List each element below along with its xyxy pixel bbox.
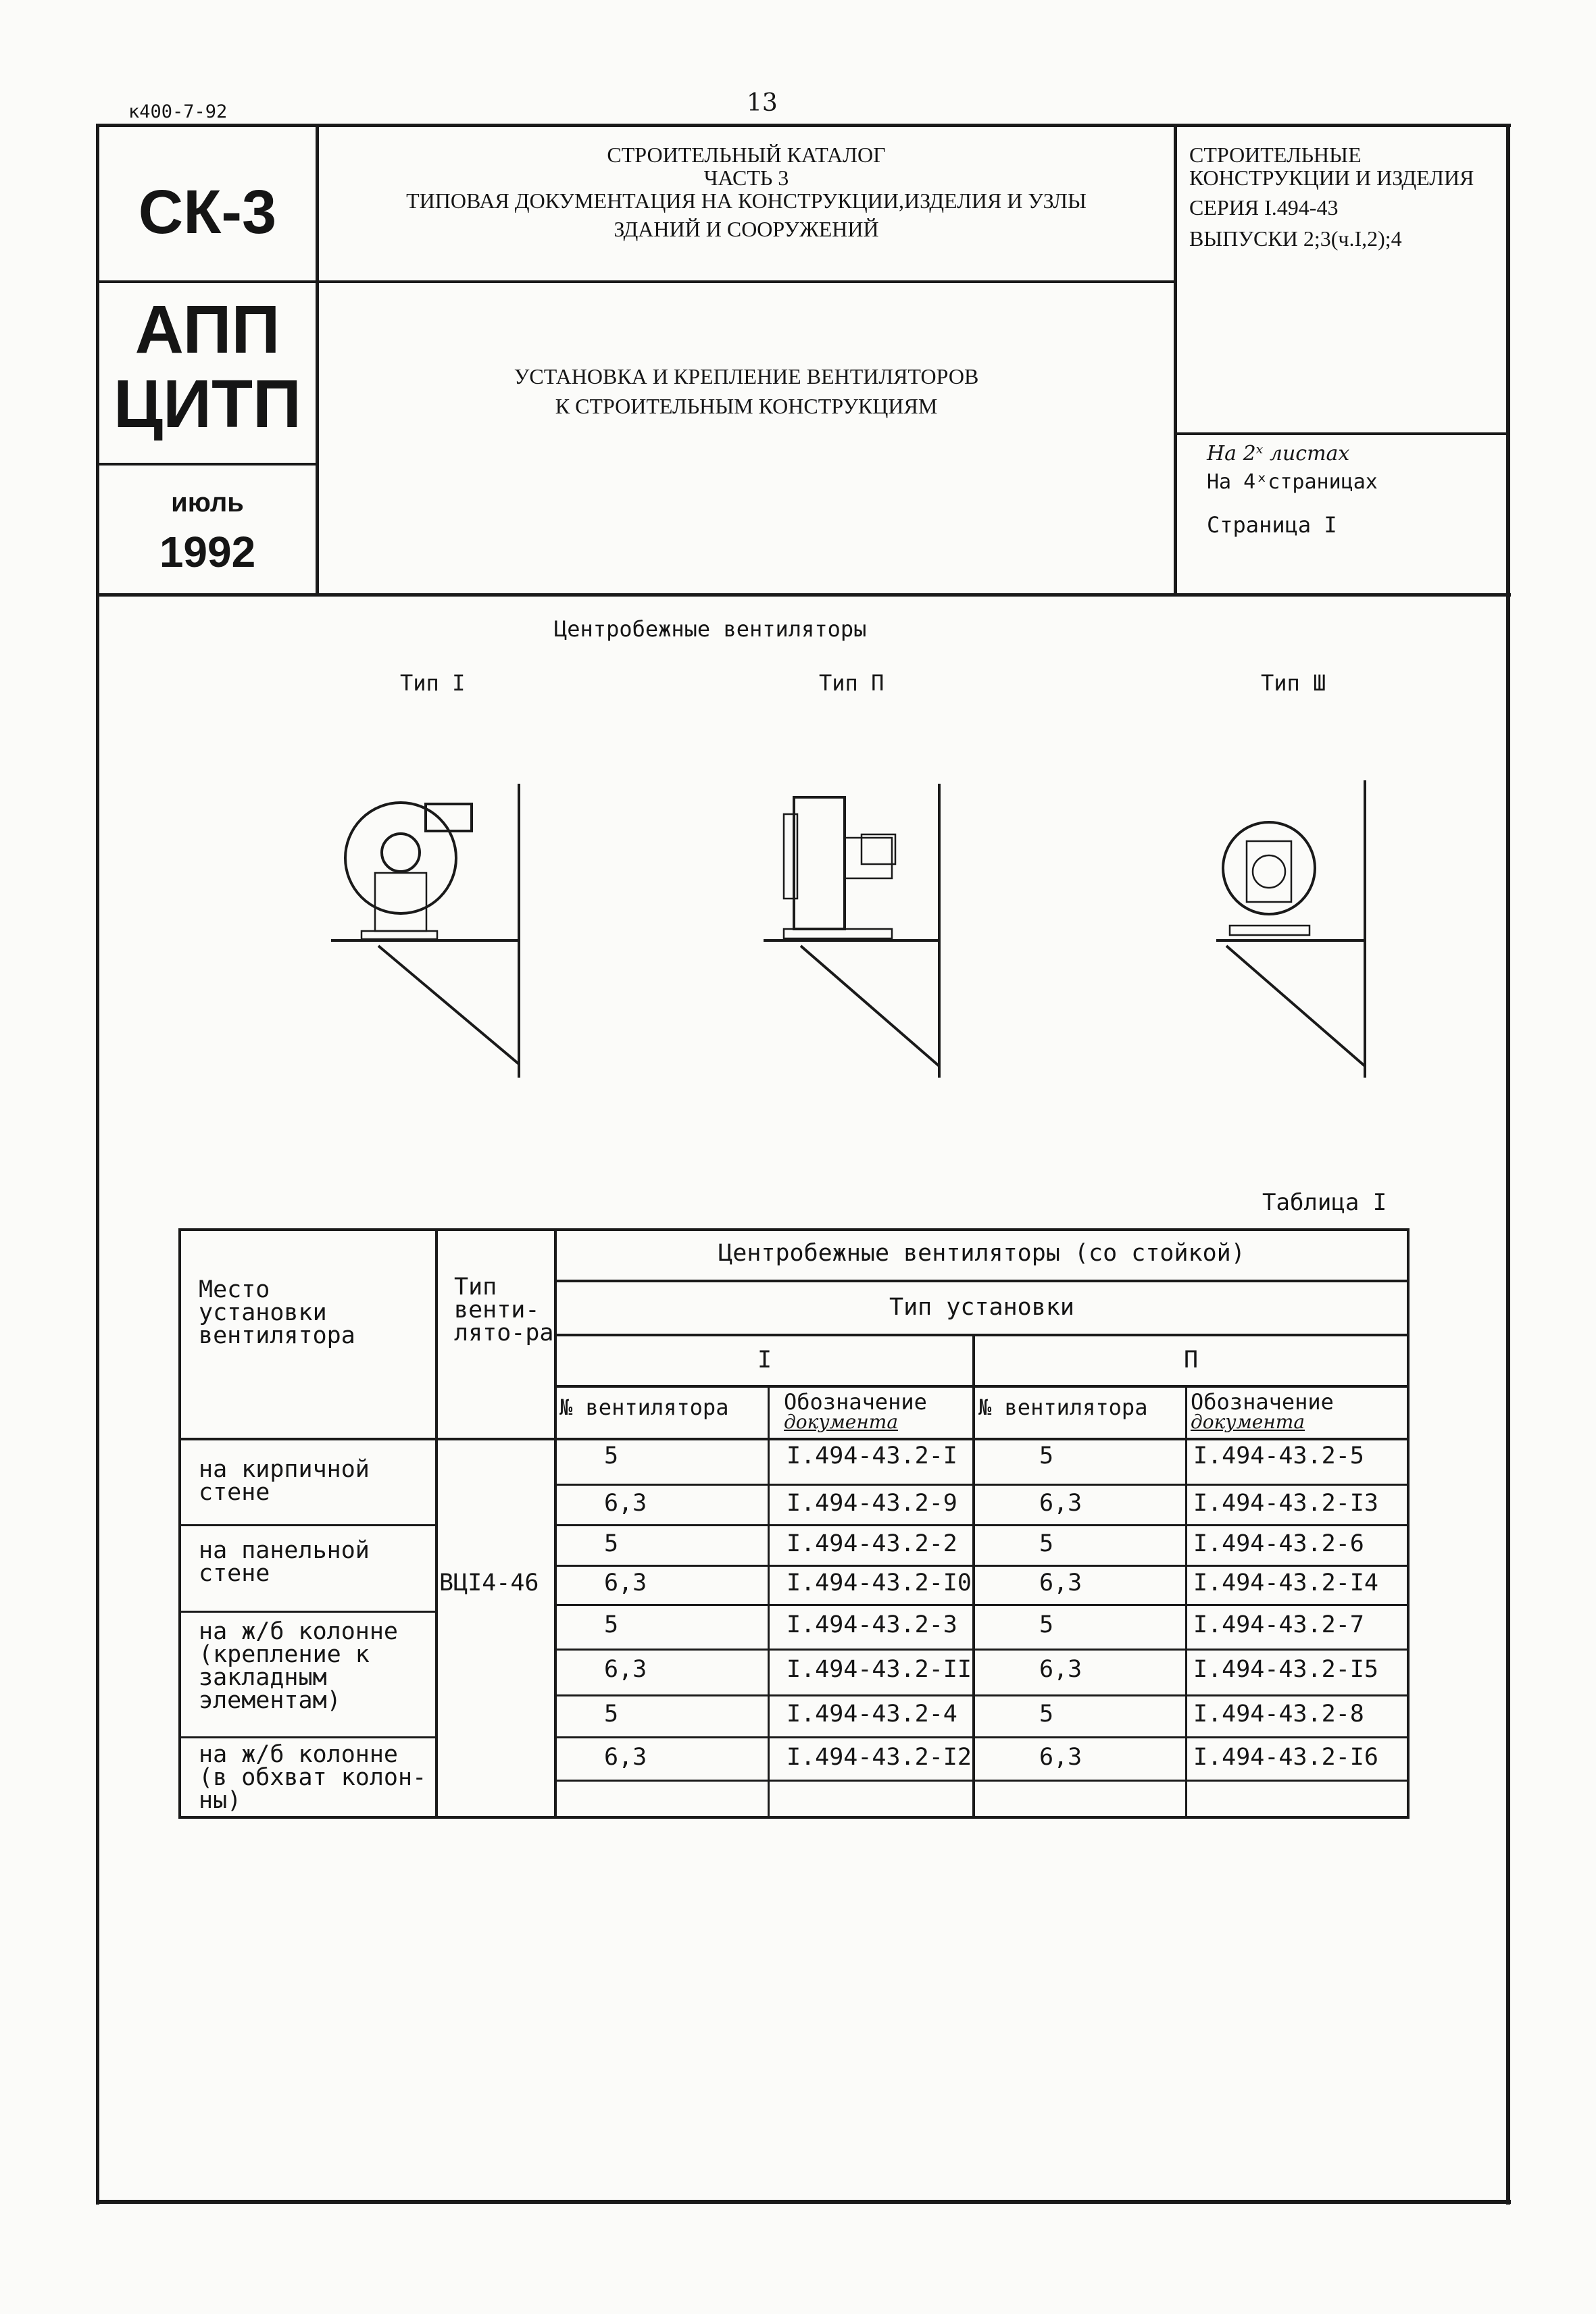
fan-number: 6,3	[1039, 1744, 1082, 1771]
page-number: 13	[747, 89, 778, 117]
document-title: УСТАНОВКА И КРЕПЛЕНИЕ ВЕНТИЛЯТОРОВ К СТРОИТЕЛЬНЫМ КОНСТРУКЦИЯМ	[514, 364, 979, 418]
table-row	[178, 1658, 1410, 1692]
page-label: Страница I	[1207, 512, 1337, 538]
document-code: I.494-43.2-I	[787, 1442, 957, 1469]
document-code: I.494-43.2-6	[1193, 1530, 1364, 1557]
place-column-wrap: на ж/б колонне (в обхват колон-ны)	[199, 1741, 427, 1814]
document-code: I.494-43.2-I0	[787, 1569, 972, 1596]
fan-number: 5	[1039, 1530, 1054, 1557]
stamp-org-sk3: СК-3	[138, 178, 277, 247]
fan-number: 6,3	[604, 1744, 647, 1771]
document-code: I.494-43.2-9	[787, 1490, 957, 1517]
fan-number: 6,3	[1039, 1490, 1082, 1517]
table-row	[178, 1703, 1410, 1736]
document-code: I.494-43.2-7	[1193, 1611, 1364, 1638]
fan-number: 6,3	[604, 1569, 647, 1596]
fan-type-1-label: Тип I	[400, 670, 466, 696]
place-brick-wall: на кирпичной стене	[199, 1456, 370, 1506]
document-code: I.494-43.2-4	[787, 1701, 957, 1728]
col-head-place: Место установки вентилятора	[199, 1276, 355, 1349]
fan-number: 5	[1039, 1611, 1054, 1638]
table-row	[178, 1746, 1410, 1780]
fan-number: 5	[1039, 1442, 1054, 1469]
stamp-year: 1992	[159, 528, 256, 576]
fan-number: 5	[604, 1442, 619, 1469]
fan-type-2-label: Тип П	[819, 670, 884, 696]
col-head-doc-1: Обозначение документа	[784, 1389, 927, 1433]
fan-number: 5	[604, 1611, 619, 1638]
fan-number: 6,3	[604, 1490, 647, 1517]
document-code: I.494-43.2-5	[1193, 1442, 1364, 1469]
place-panel-wall: на панельной стене	[199, 1537, 370, 1587]
table-row	[178, 1492, 1410, 1530]
fan-type-1-drawing	[331, 784, 519, 1078]
table-caption: Таблица I	[1262, 1189, 1387, 1216]
fan-type-3-drawing	[1216, 780, 1365, 1078]
fan-type-value: ВЦI4-46	[439, 1569, 539, 1596]
document-code: к400-7-92	[128, 101, 228, 122]
fan-type-3-label: Тип Ш	[1261, 670, 1326, 696]
stamp-org-citp: ЦИТП	[114, 366, 301, 442]
col-head-num-1: № вентилятора	[559, 1394, 729, 1420]
col-head-install-type: Тип установки	[889, 1294, 1074, 1321]
fan-drawings	[0, 0, 1596, 1149]
table-row	[178, 1444, 1410, 1482]
col-head-install-I: I	[757, 1347, 772, 1374]
table-row	[178, 1571, 1410, 1605]
catalog-title: СТРОИТЕЛЬНЫЙ КАТАЛОГ ЧАСТЬ 3 ТИПОВАЯ ДОКУМЕНТАЦИЯ НА КОНСТРУКЦИИ,ИЗДЕЛИЯ И УЗЛЫ ЗДАНИЙ И СООРУЖЕНИЙ	[406, 143, 1087, 241]
series-info: СТРОИТЕЛЬНЫЕ КОНСТРУКЦИИ И ИЗДЕЛИЯ СЕРИЯ I.494-43 ВЫПУСКИ 2;3(ч.I,2);4	[1189, 143, 1474, 251]
document-code: I.494-43.2-I5	[1193, 1656, 1378, 1683]
fan-number: 6,3	[1039, 1569, 1082, 1596]
fan-number: 6,3	[1039, 1656, 1082, 1683]
fan-type-2-drawing	[764, 784, 939, 1078]
col-head-fan-type: Тип венти-лято-ра	[454, 1274, 554, 1347]
figure-title: Центробежные вентиляторы	[554, 616, 867, 642]
col-head-group: Центробежные вентиляторы (со стойкой)	[718, 1240, 1245, 1267]
fan-number: 5	[604, 1701, 619, 1728]
stamp-month: июль	[171, 488, 244, 518]
document-code: I.494-43.2-I3	[1193, 1490, 1378, 1517]
document-code: I.494-43.2-I2	[787, 1744, 972, 1771]
stamp-org-app: АПП	[134, 292, 280, 368]
pages-count: На 4ˣстраницах	[1207, 470, 1378, 494]
frame-bottom	[96, 2200, 1511, 2204]
col-head-num-2: № вентилятора	[978, 1394, 1148, 1420]
document-code: I.494-43.2-I4	[1193, 1569, 1378, 1596]
document-code: I.494-43.2-3	[787, 1611, 957, 1638]
document-code: I.494-43.2-I6	[1193, 1744, 1378, 1771]
place-column-embedded: на ж/б колонне (крепление к закладным элементам)	[199, 1618, 399, 1714]
fan-number: 5	[1039, 1701, 1054, 1728]
fan-number: 5	[604, 1530, 619, 1557]
document-code: I.494-43.2-II	[787, 1656, 972, 1683]
fan-number: 6,3	[604, 1656, 647, 1683]
document-code: I.494-43.2-8	[1193, 1701, 1364, 1728]
col-head-install-II: П	[1183, 1347, 1199, 1374]
fan-table	[178, 1228, 1410, 1819]
table-row	[178, 1613, 1410, 1647]
sheets-count: На 2ˣ листах	[1207, 442, 1350, 466]
col-head-doc-2: Обозначение документа	[1191, 1389, 1334, 1433]
document-code: I.494-43.2-2	[787, 1530, 957, 1557]
table-row	[178, 1532, 1410, 1566]
